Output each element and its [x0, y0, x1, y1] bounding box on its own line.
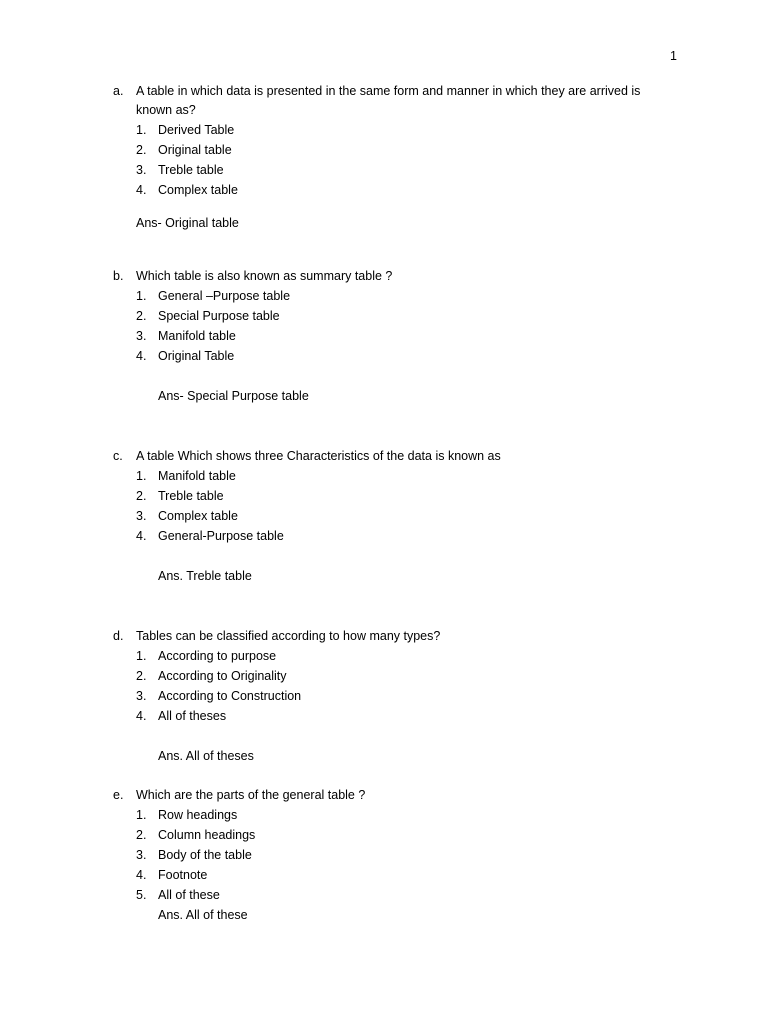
option-text: Manifold table	[158, 329, 236, 343]
question-text: A table Which shows three Characteristics of the data is known as	[136, 449, 501, 463]
option-text: According to Construction	[158, 689, 302, 703]
option-text: General-Purpose table	[158, 529, 284, 543]
option-text: Row headings	[158, 808, 238, 822]
option-number: 5.	[136, 888, 147, 902]
question-text: known as?	[136, 103, 196, 117]
option-number: 3.	[136, 509, 147, 523]
option-number: 2.	[136, 669, 147, 683]
option-text: Column headings	[158, 828, 256, 842]
option-number: 3.	[136, 163, 147, 177]
question-letter: d.	[113, 629, 124, 643]
question-text: A table in which data is presented in the same form and manner in which they are arrived is	[136, 84, 641, 98]
option-text: Original Table	[158, 349, 235, 363]
answer-text: Ans. All of theses	[158, 749, 254, 763]
option-number: 2.	[136, 489, 147, 503]
option-text: All of theses	[158, 709, 227, 723]
option-number: 4.	[136, 529, 147, 543]
option-text: Treble table	[158, 489, 224, 503]
question-letter: a.	[113, 84, 124, 98]
option-text: All of these	[158, 888, 220, 902]
answer-text: Ans- Special Purpose table	[158, 389, 309, 403]
option-text: Footnote	[158, 868, 208, 882]
option-number: 4.	[136, 183, 147, 197]
option-number: 4.	[136, 868, 147, 882]
page-number: 1	[670, 49, 677, 63]
answer-text: Ans- Original table	[136, 216, 239, 230]
option-number: 2.	[136, 309, 147, 323]
question-text: Which table is also known as summary table ?	[136, 269, 393, 283]
option-number: 4.	[136, 709, 147, 723]
option-number: 3.	[136, 329, 147, 343]
option-text: Original table	[158, 143, 232, 157]
option-text: Complex table	[158, 183, 238, 197]
option-text: Complex table	[158, 509, 238, 523]
option-number: 3.	[136, 848, 147, 862]
option-number: 1.	[136, 123, 147, 137]
option-number: 1.	[136, 649, 147, 663]
option-text: Special Purpose table	[158, 309, 280, 323]
option-number: 4.	[136, 349, 147, 363]
option-text: Body of the table	[158, 848, 252, 862]
option-number: 1.	[136, 289, 147, 303]
option-number: 2.	[136, 143, 147, 157]
option-number: 2.	[136, 828, 147, 842]
answer-text: Ans. Treble table	[158, 569, 252, 583]
option-text: Derived Table	[158, 123, 235, 137]
question-text: Tables can be classified according to how many types?	[136, 629, 441, 643]
question-letter: c.	[113, 449, 123, 463]
option-text: Manifold table	[158, 469, 236, 483]
answer-text: Ans. All of these	[158, 908, 248, 922]
option-text: According to Originality	[158, 669, 287, 683]
option-text: Treble table	[158, 163, 224, 177]
question-letter: e.	[113, 788, 124, 802]
question-letter: b.	[113, 269, 124, 283]
question-text: Which are the parts of the general table ?	[136, 788, 366, 802]
option-text: According to purpose	[158, 649, 277, 663]
option-text: General –Purpose table	[158, 289, 291, 303]
option-number: 1.	[136, 808, 147, 822]
option-number: 3.	[136, 689, 147, 703]
option-number: 1.	[136, 469, 147, 483]
